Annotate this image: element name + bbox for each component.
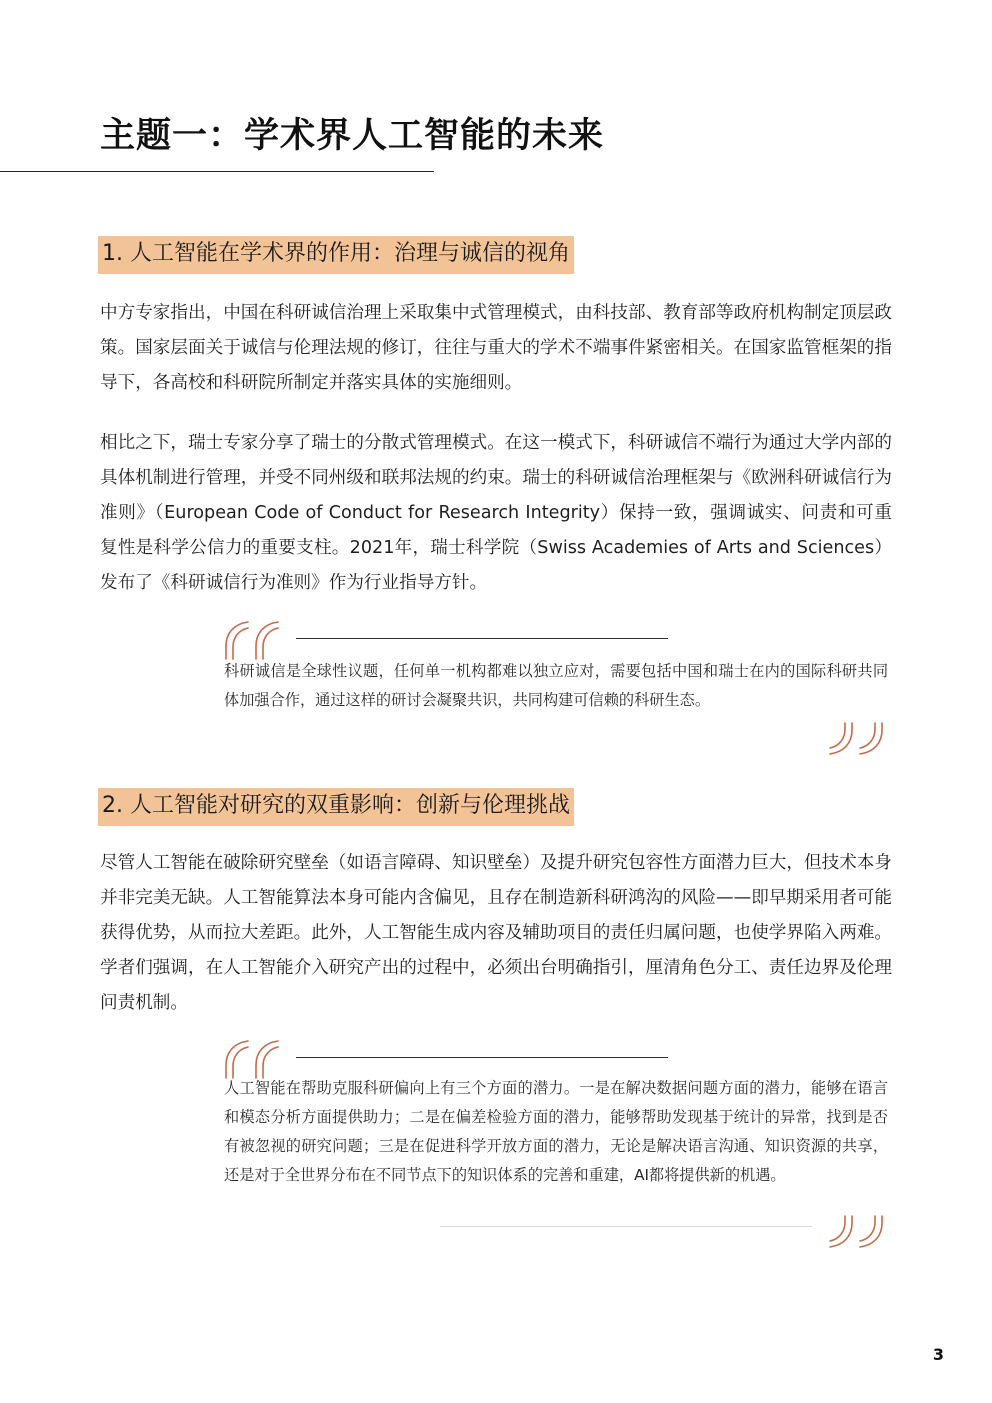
quote-bottom-rule: [440, 1226, 812, 1227]
close-quote-icon: [824, 721, 888, 757]
quote-rule: [296, 1057, 668, 1058]
close-quote-icon: [824, 1214, 888, 1250]
section-2-heading: 2. 人工智能对研究的双重影响：创新与伦理挑战: [98, 788, 574, 826]
section-2-quote: [222, 1038, 890, 1258]
page-number: 3: [932, 1345, 944, 1364]
section-1-paragraph-1: 中方专家指出，中国在科研诚信治理上采取集中式管理模式，由科技部、教育部等政府机构制定顶层政策。国家层面关于诚信与伦理法规的修订，往往与重大的学术不端事件紧密相关。在国家监管框架的指导下，各高校和科研院所制定并落实具体的实施细则。: [100, 303, 892, 393]
quote-text: 科研诚信是全球性议题，任何单一机构都难以独立应对，需要包括中国和瑞士在内的国际科研共同体加强合作，通过这样的研讨会凝聚共识，共同构建可信赖的科研生态。: [224, 662, 888, 709]
section-1-heading: 1. 人工智能在学术界的作用：治理与诚信的视角: [98, 236, 574, 274]
title-divider: [0, 171, 434, 172]
section-2-paragraph-1: 尽管人工智能在破除研究壁垒（如语言障碍、知识壁垒）及提升研究包容性方面潜力巨大，但技术本身并非完美无缺。人工智能算法本身可能内含偏见，且存在制造新科研鸿沟的风险——即早期采用者可能获得优势，从而拉大差距。此外，人工智能生成内容及辅助项目的责任归属问题，也使学界陷入两难。学者们强调，在人工智能介入研究产出的过程中，必须出台明确指引，厘清角色分工、责任边界及伦理问责机制。: [100, 853, 892, 1013]
section-1-paragraph-2: 相比之下，瑞士专家分享了瑞士的分散式管理模式。在这一模式下，科研诚信不端行为通过大学内部的具体机制进行管理，并受不同州级和联邦法规的约束。瑞士的科研诚信治理框架与《欧洲科研诚信行为准则》（European Code of Conduct for Research Integrity）保持一致，强调诚实、问责和可重复性是科学公信力的重要支柱。2021年，瑞士科学院（Swiss Academies of Arts and Sciences）发布了《科研诚信行为准则》作为行业指导方针。: [100, 433, 892, 593]
quote-rule: [296, 638, 668, 639]
section-1-quote: [222, 619, 890, 769]
open-quote-icon: [222, 619, 284, 661]
quote-text: 人工智能在帮助克服科研偏向上有三个方面的潜力。一是在解决数据问题方面的潜力，能够在语言和模态分析方面提供助力；二是在偏差检验方面的潜力，能够帮助发现基于统计的异常，找到是否有被忽视的研究问题；三是在促进科学开放方面的潜力，无论是解决语言沟通、知识资源的共享，还是对于全世界分布在不同节点下的知识体系的完善和重建，AI都将提供新的机遇。: [224, 1079, 888, 1184]
page-title: 主题一：学术界人工智能的未来: [100, 116, 605, 156]
